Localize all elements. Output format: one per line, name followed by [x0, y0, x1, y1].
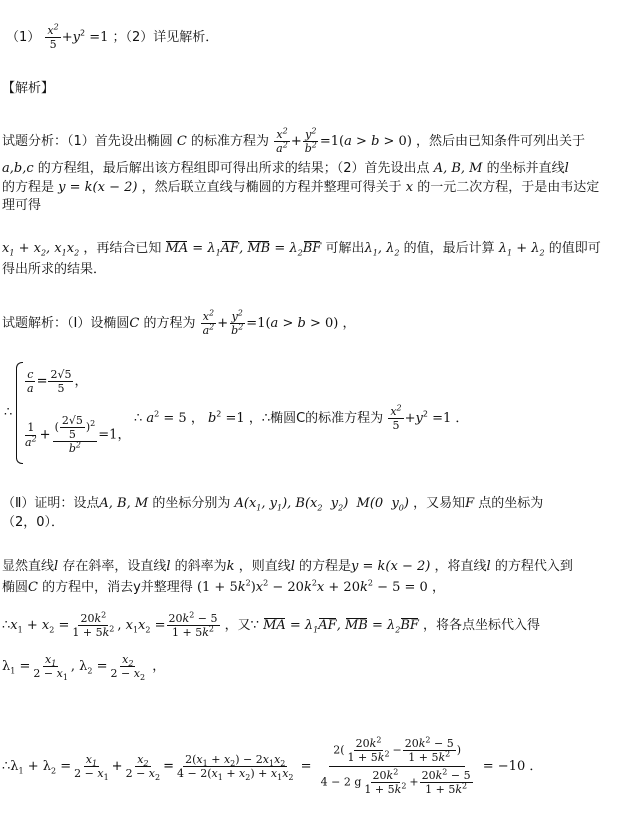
solution-part2-line-5: $\therefore x_1 + x_2$ = $\frac{20k^2}{1 + 5k^2}$ , $x_1x_2$ = $\frac{20k^2 - 5}{1 + 5k^2}$ ，又∵ MA = $\lambda_1AF$, MB = $\lambda_2BF$ ，将各点坐标代入得	[2, 610, 541, 639]
analysis-line-3: 的方程是 y = k(x − 2) ，然后联立直线与椭圆的方程并整理可得关于 x 的一元二次方程，于是由韦达定	[2, 180, 600, 195]
answer-part-2: ；（2）详见解析．	[112, 30, 219, 45]
section-heading: 【解析】	[2, 81, 55, 96]
solution-part2-line-2: （2，0）．	[2, 515, 65, 530]
solution-part2-line-4: 椭圆C 的方程中，消去y并整理得 $(1 + 5k^2)x^2 - 20k^2x + 20k^2 - 5 = 0$ ，	[2, 578, 445, 595]
analysis-line-6: 得出所求的结果．	[2, 262, 107, 277]
solution-part2-line-6: $\lambda_1$ = $\frac{x_1}{2 - x_1}$ , $\lambda_2$ = $\frac{x_2}{2 - x_2}$ ，	[2, 653, 166, 683]
analysis-line-5: $x_1 + x_2$, $x_1x_2$ ，再结合已知 MA = $\lambda_1AF$, MB = $\lambda_2BF$ 可解出$\lambda_1$, $\lambda_2$ 的值，最后计算 $\lambda_1 + \lambda_2$ 的值即可	[2, 241, 601, 258]
final-equation: $\therefore\lambda_1 + \lambda_2$ = $\frac{x_1}{2 - x_1}$ + $\frac{x_2}{2 - x_2}$ = $\frac{2(x_1 + x_2) - 2x_1x_2}{4 - 2(x_1 + x_2) + x_1x_2}$ = 2( $\frac{20k^2}{1 + 5k^2}$ − $\frac{20k^2 - 5}{1 + 5k^2}$ ) 4 − 2 g $\frac{20k^2}{1 + 5k^2}$ + $\frac{20k^2 - 5}{1 + 5k^2}$ = −10 ．	[2, 735, 543, 796]
ellipse-fraction: $\frac{x^2}{5}$	[47, 22, 59, 51]
analysis-line-4: 理可得	[2, 198, 42, 213]
answer-part-1-label: （1）	[6, 30, 41, 45]
solution-line-1: 试题解析：（Ⅰ）设椭圆C 的方程为 $\frac{x^2}{a^2}$ + $\frac{y^2}{b^2}$ =1(a > b > 0) ，	[2, 308, 356, 337]
solution-part2-line-1: （Ⅱ）证明：设点A, B, M 的坐标分别为 $A(x_1$, $y_1$), $B(x_2$ $y_2$) M(0 $y_0$) ，又易知F 点的坐标为	[2, 496, 544, 513]
answer-line: （1） $\frac{x^2}{5}$ $+y^2 =1$ ；（2）详见解析．	[6, 22, 219, 51]
solution-part2-line-3: 显然直线l 存在斜率，设直线l 的斜率为k ，则直线l 的方程是y = k(x − 2) ，将直线l 的方程代入到	[2, 559, 573, 574]
analysis-line-2: a,b,c 的方程组，最后解出该方程组即可得出所求的结果；（2）首先设出点 A, B, M 的坐标并直线l	[2, 161, 569, 176]
analysis-line-1: 试题分析：（1）首先设出椭圆 C 的标准方程为 $\frac{x^2}{a^2}$ + $\frac{y^2}{b^2}$ =1(a > b > 0) ，然后由已知条件可列出关于	[2, 126, 586, 155]
